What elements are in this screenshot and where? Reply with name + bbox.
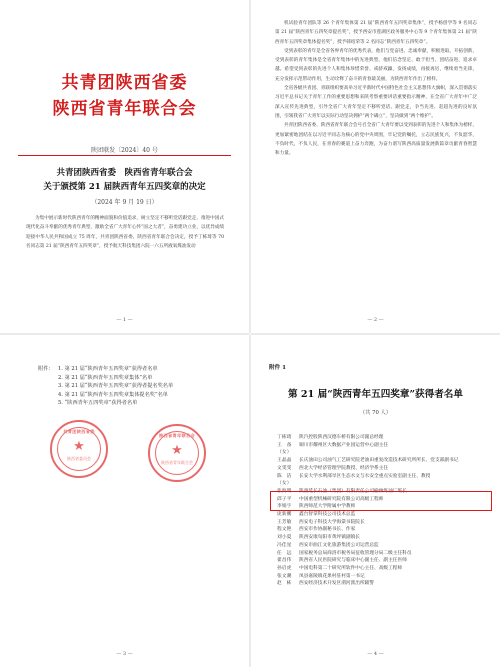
awardee-description: 西安市作协副秘书长、作家 xyxy=(299,527,356,533)
list-count: （共 70 人） xyxy=(359,410,392,416)
awardee-description: 陕西师范大学附属中学教师 xyxy=(299,504,356,510)
body-paragraph: 机试验青年团队等 26 个青年集体第 21 届“陕西青年五四奖章集体”，授予杨创学等 9 名同志第 21 届“陕西青年五四奖章提名奖”，授予西安市莲湖区政务服务中心等 9 个青年集体第 21 届“陕西青年五四奖章集体提名奖”，授予韩绍荣等 2 名同志“陕西青年五四奖章”。 xyxy=(275,21,477,45)
awardee-name: 赵 栋 xyxy=(277,581,292,587)
decision-heading-line2: 关于颁授第 21 届陕西青年五四奖章的决定 xyxy=(43,182,206,192)
list-item xyxy=(277,434,485,442)
awardee-description: 中国重型机械研究院有限公司高级工程师 xyxy=(299,496,384,502)
list-item xyxy=(277,550,485,558)
awardee-description: 西安电子科技大学海棠书院院长 xyxy=(299,519,365,525)
body-paragraph: 共青团陕西省委、陕西省青年联合会号召全省广大青年要以受到表彰的先进个人和集体为榜样，更加紧密地团结在以习近平同志为核心的党中央周围，牢记党的嘱托，立志民族复兴，不负韶华，不负时代，不负人民，在青春的赛道上奋力奔跑，为奋力谱写陕西高质量发展新篇章贡献青春智慧和力量。 xyxy=(275,123,477,157)
awardee-name: 王 备（女） xyxy=(277,442,292,456)
list-title: 第 21 届“陕西青年五四奖章”获得者名单 xyxy=(288,389,463,400)
attachment-item: 3. 第 21 届“陕西青年五四奖章”获得者提名奖名单 xyxy=(58,383,174,390)
attachment-item: 5. “陕西青年五四奖章”获得者名单 xyxy=(58,400,138,407)
attachment-list xyxy=(38,365,228,408)
awardee-description: 长庆油田公司油气工艺研究院老油田重复改造技术研究所所长、党支部副书记 xyxy=(299,458,459,464)
official-seal-right xyxy=(148,424,206,482)
highlight-box xyxy=(270,491,492,511)
red-header-line1: 共青团陕西省委 xyxy=(61,73,188,93)
awardee-name: 丁栋琦 xyxy=(277,435,292,440)
awardee-name: 王晶晶 xyxy=(277,458,292,464)
awardee-description: 长安大学水利部旱区生态水文与水安全重点实验室副主任、教授 xyxy=(299,473,431,479)
awardee-name: 王芳敏 xyxy=(277,519,292,525)
awardee-name: 程文艳 xyxy=(277,527,292,533)
awardee-name: 陈 洁（女） xyxy=(277,473,292,487)
list-item xyxy=(277,557,485,565)
seal-label: 陕西省青年联合会 xyxy=(161,460,193,465)
list-item xyxy=(277,573,485,581)
body-paragraph: 全省各级共青团、青联组织要高举习近平新时代中国特色社会主义思想伟大旗帜，深入贯彻落实习近平总书记关于青年工作的重要思想和来陕考察重要讲话重要指示精神，在全省广大青年中广泛深入宣传先进典型，引导全省广大青年坚定不移听党话、跟党走，争当先进、赶超先进的良好氛围，引领我省广大青年以实际行动坚决拥护“两个确立”，坚决做到“两个维护”。 xyxy=(275,86,477,119)
seal-text: 共青团陕西省委 xyxy=(63,429,95,434)
awardee-description: 西安经济技术开发区渭河派出所辅警 xyxy=(299,581,375,587)
awardee-name: 邱子平 xyxy=(277,496,292,502)
list-item xyxy=(277,565,485,573)
page-number: — 3 — xyxy=(116,651,133,657)
awardee-name: 李娟宇 xyxy=(277,504,292,510)
star-icon: ★ xyxy=(73,439,85,454)
awardee-description: 陕汽控股陕西汉德车桥有限公司副总经理 xyxy=(299,435,384,440)
awardee-list xyxy=(277,434,485,588)
document-number: 陕团联发〔2024〕40 号 xyxy=(91,147,158,154)
page-number: — 1 — xyxy=(116,317,133,323)
list-item xyxy=(277,542,485,550)
official-seal-left xyxy=(50,420,108,478)
decision-heading-line1: 共青团陕西省委 陕西省青年联合会 xyxy=(56,168,193,178)
awardee-description: 陕西延长石油（集团）有限责任公司榆林炼油厂班长 xyxy=(299,488,407,494)
body-paragraph: 受到表彰的青年是全省各界青年的优秀代表，他们与党奋进、忠诚奉献，积极进取、开拓创新，受到表彰的青年集体是全省青年集体中的先进典型，他们信念坚定、敢于担当、团结奋进、追求卓越。希望受到表彰的先进个人和集体珍惜荣誉、戒骄戒躁，发扬成绩，再接再厉，继续勇当先锋、充分发挥示范带动作用，生动诠释了奋斗的青春最美丽，为陕西青年作出了榜样。 xyxy=(275,48,477,82)
awardee-name: 张文潮 xyxy=(277,573,292,579)
awardee-name: 刘小夏 xyxy=(277,535,292,541)
awardee-name: 张海明 xyxy=(277,488,292,494)
awardee-name: 文雯雯 xyxy=(277,465,292,471)
seal-label: 陕西省委员会 xyxy=(67,456,91,461)
document-page-2 xyxy=(251,0,500,333)
document-page-1 xyxy=(0,0,249,333)
attachment-heading: 附件 1 xyxy=(269,365,287,371)
awardee-name: 庞新鹏 xyxy=(277,512,292,518)
red-header-line2: 陕西省青年联合会 xyxy=(52,99,197,119)
body-text xyxy=(275,19,477,158)
awardee-description: 鑫台智掌科技公司技术总监 xyxy=(299,512,356,518)
list-item xyxy=(277,465,485,473)
awardee-description: 铜川市耀州区大数据产业园运营中心副主任 xyxy=(299,442,389,448)
document-page-4 xyxy=(251,335,500,667)
decision-date: （2024 年 9 月 19 日） xyxy=(91,199,158,206)
page-number: — 4 — xyxy=(367,651,384,657)
awardee-name: 孙启虎 xyxy=(277,565,292,571)
body-text xyxy=(26,214,224,251)
red-divider xyxy=(18,155,231,156)
awardee-description: 陕西省人民医院研究与临床中心副主任、副主任医师 xyxy=(299,558,407,564)
body-paragraph: 为集中展示新时代陕西青年的精神面貌和价值追求，树立坚定不移听党话跟党走、推进中国式现代化奋斗奉献的优秀青年典型，激励全省广大青年心怀“国之大者”，奋勇建功立业，以优异成绩迎接中华人民共和国成立 75 周年，共青团陕西省委、陕西省青年联合会决定，授予丁栋琦等 70 名同志第 21 届“陕西青年五四奖章”，授予航天科技集团六院一六五所液氧煤油发动 xyxy=(26,216,224,249)
awardee-name: 冯佳星 xyxy=(277,542,292,548)
list-item-highlighted xyxy=(277,473,485,488)
seal-text: 陕西省青年联合会 xyxy=(159,433,195,438)
list-item xyxy=(277,511,485,519)
list-item xyxy=(277,580,485,588)
list-item xyxy=(277,526,485,534)
awardee-description: 陕西安康旬阳市黄坪镇副镇长 xyxy=(299,535,360,541)
awardee-description: 西安市曲江文化旅游集团公司运营总监 xyxy=(299,542,379,548)
list-item xyxy=(277,442,485,457)
page-number: — 2 — xyxy=(367,317,384,323)
attachment-item: 2. 第 21 届“陕西青年五四奖章集体”名单 xyxy=(58,374,153,381)
awardee-description: 西北大学经济管理学院教授、经济学系主任 xyxy=(299,465,389,471)
list-item xyxy=(277,519,485,527)
list-item xyxy=(277,534,485,542)
awardee-name: 任 远 xyxy=(277,550,292,556)
awardee-description: 凤县嘉陵镇花果村驻村第一书记 xyxy=(299,573,365,579)
list-item xyxy=(277,457,485,465)
awardee-name: 翟昌伟 xyxy=(277,558,292,564)
attachment-item: 1. 第 21 届“陕西青年五四奖章”获得者名单 xyxy=(58,366,158,372)
attachment-item: 4. 第 21 届“陕西青年五四奖章集体提名奖”名单 xyxy=(58,391,168,398)
document-page-3 xyxy=(0,335,249,667)
awardee-description: 中国电科第二十研究所软件中心主任、高级工程师 xyxy=(299,565,403,571)
attachments-label: 附件： xyxy=(38,366,54,372)
awardee-description: 国家税务总局商洛市税务局征收管理分局二级主任科员 xyxy=(299,550,412,556)
star-icon: ★ xyxy=(171,443,183,458)
